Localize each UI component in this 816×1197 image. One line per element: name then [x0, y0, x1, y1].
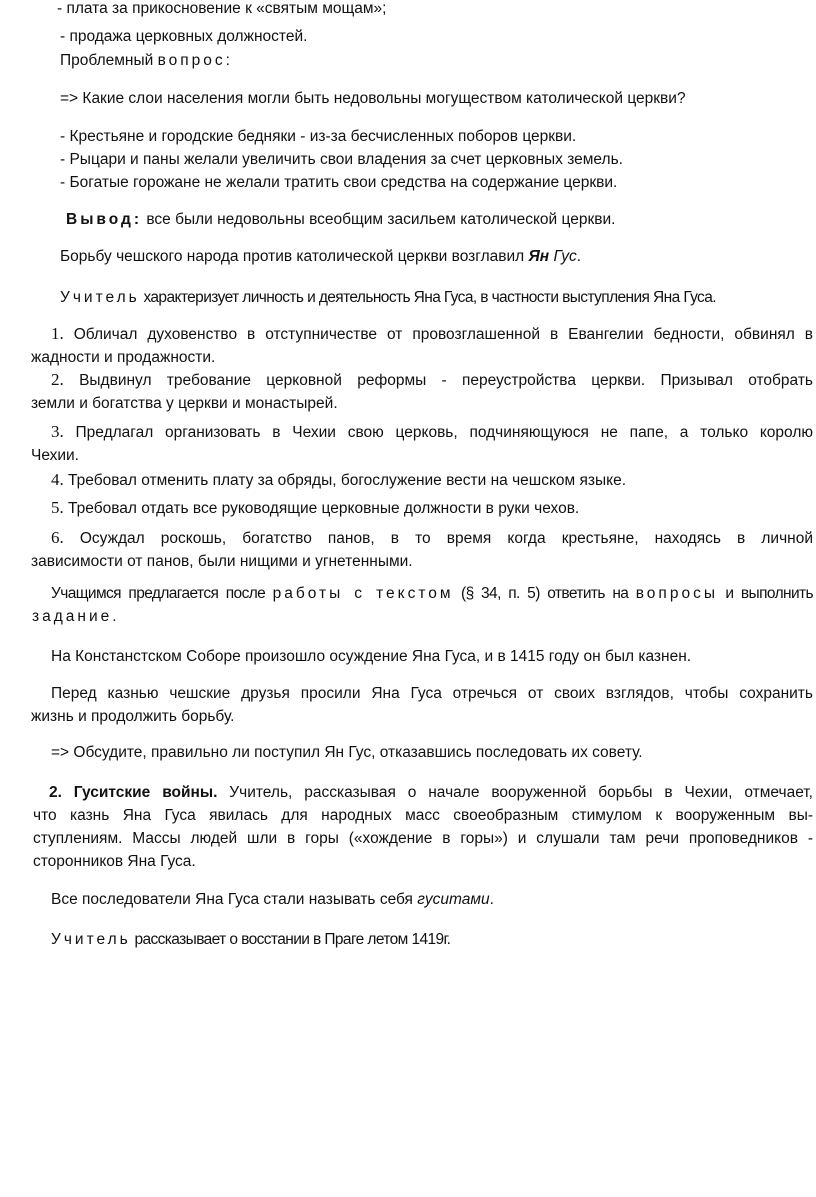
- point-text: Требовал отдать все руководящие церковные должности в руки чехов.: [63, 500, 580, 517]
- task-text-2: (§ 34, п. 5) ответить на: [453, 585, 636, 602]
- problem-label-spaced: вопрос:: [157, 52, 233, 69]
- answer-townspeople: - Богатые горожане не желали тратить свои средства на содержание церкви.: [60, 174, 618, 191]
- point-6: [33, 526, 813, 573]
- hus-name-italic: Гус: [549, 248, 577, 265]
- answer-peasants: - Крестьяне и городские бедняки - из-за бесчисленных поборов церкви.: [60, 128, 577, 145]
- task-text-1: Учащимся предлагается после: [51, 585, 273, 602]
- answer-knights: - Рыцари и паны желали увеличить свои владения за счет церковных земель.: [60, 151, 623, 168]
- point-text: Предлагал организовать в Чехии свою церковь, подчиняющуюся не папе, а только королю: [63, 424, 813, 441]
- hus-intro-text: Борьбу чешского народа против католической церкви возглавил: [60, 248, 529, 265]
- discuss-question: => Обсудите, правильно ли поступил Ян Гус, отказавшись последовать их совету.: [51, 744, 643, 761]
- point-number: 3.: [51, 422, 64, 441]
- hussite-wars-paragraph: [33, 781, 813, 873]
- teacher-label: Учитель: [60, 289, 140, 306]
- point-number: 1.: [51, 324, 64, 343]
- task-text-spaced-1: работы с текстом: [272, 585, 454, 602]
- point-number: 2.: [51, 370, 64, 389]
- teacher-uprising-text: рассказывает о восстании в Праге летом 1419г.: [130, 931, 451, 948]
- hussites-end: .: [489, 891, 494, 908]
- teacher-uprising: [51, 928, 450, 951]
- hussite-wars-line-2: что казнь Яна Гуса явилась для народных масс своеобразным стимулом к вооруженным вы-: [33, 807, 813, 824]
- conclusion-text: все были недовольны всеобщим засильем католической церкви.: [142, 211, 616, 228]
- point-5: [51, 496, 579, 520]
- point-text: Осуждал роскошь, богатство панов, в то время когда крестьяне, находясь в личной: [63, 530, 813, 547]
- problem-label: Проблемный: [60, 52, 154, 69]
- conclusion: [66, 208, 615, 231]
- point-4: [51, 468, 626, 492]
- hus-intro: [60, 245, 581, 268]
- task-text-4: .: [112, 608, 116, 625]
- hussite-wars-line-4: сторонников Яна Гуса.: [33, 853, 196, 870]
- hussites-paragraph: [51, 888, 494, 911]
- point-continuation: Чехии.: [31, 447, 79, 464]
- point-number: 4.: [51, 470, 64, 489]
- list-item-positions: - продажа церковных должностей.: [60, 28, 308, 45]
- point-number: 5.: [51, 498, 64, 517]
- list-item-relics: - плата за прикосновение к «святым мощам»;: [57, 0, 387, 17]
- point-text: Выдвинул требование церковной реформы - переустройства церкви. Призывал отобрать: [63, 372, 813, 389]
- conclusion-label: Вывод:: [66, 211, 143, 228]
- task-instructions: [33, 582, 813, 628]
- task-text-3: и выполнить: [717, 585, 814, 602]
- point-number: 6.: [51, 528, 64, 547]
- hus-intro-end: .: [576, 248, 582, 265]
- task-text-spaced-2: вопросы: [635, 585, 718, 602]
- teacher-text: характеризует личность и деятельность Яна Гуса, в частности выступления Яна Гуса.: [139, 289, 716, 306]
- point-3: [33, 420, 813, 467]
- point-continuation: зависимости от панов, были нищими и угнетенными.: [31, 553, 413, 570]
- friends-line-1: Перед казнью чешские друзья просили Яна Гуса отречься от своих взглядов, чтобы сохранить: [51, 685, 813, 702]
- point-1: [33, 322, 813, 369]
- point-text: Требовал отменить плату за обряды, богослужение вести на чешском языке.: [63, 472, 627, 489]
- hussite-wars-heading: 2. Гуситские войны.: [49, 784, 218, 801]
- point-text: Обличал духовенство в отступничестве от провозглашенной в Евангелии бедности, обвинял в: [63, 326, 813, 343]
- hussites-term: гуситами: [417, 891, 490, 908]
- hussite-wars-line-3: ступлениям. Массы людей шли в горы («хождение в горы») и слушали там речи проповедников -: [33, 830, 813, 847]
- task-text-spaced-3: задание: [32, 608, 113, 625]
- point-continuation: жадности и продажности.: [31, 349, 216, 366]
- teacher-label: Учитель: [51, 931, 131, 948]
- hussites-text: Все последователи Яна Гуса стали называть себя: [51, 891, 418, 908]
- problem-question-label: [60, 49, 233, 72]
- friends-paragraph: [33, 682, 813, 728]
- point-continuation: земли и богатства у церкви и монастырей.: [31, 395, 338, 412]
- friends-line-2: жизнь и продолжить борьбу.: [31, 708, 235, 725]
- council-paragraph: На Констанстском Соборе произошло осуждение Яна Гуса, и в 1415 году он был казнен.: [51, 648, 692, 665]
- hus-name-bold: Ян: [528, 248, 550, 265]
- hussite-wars-line-1: Учитель, рассказывая о начале вооруженной борьбы в Чехии, отмечает,: [217, 784, 813, 801]
- teacher-characterizes: [60, 286, 716, 309]
- problem-question: => Какие слои населения могли быть недовольны могуществом католической церкви?: [60, 90, 686, 107]
- point-2: [33, 368, 813, 415]
